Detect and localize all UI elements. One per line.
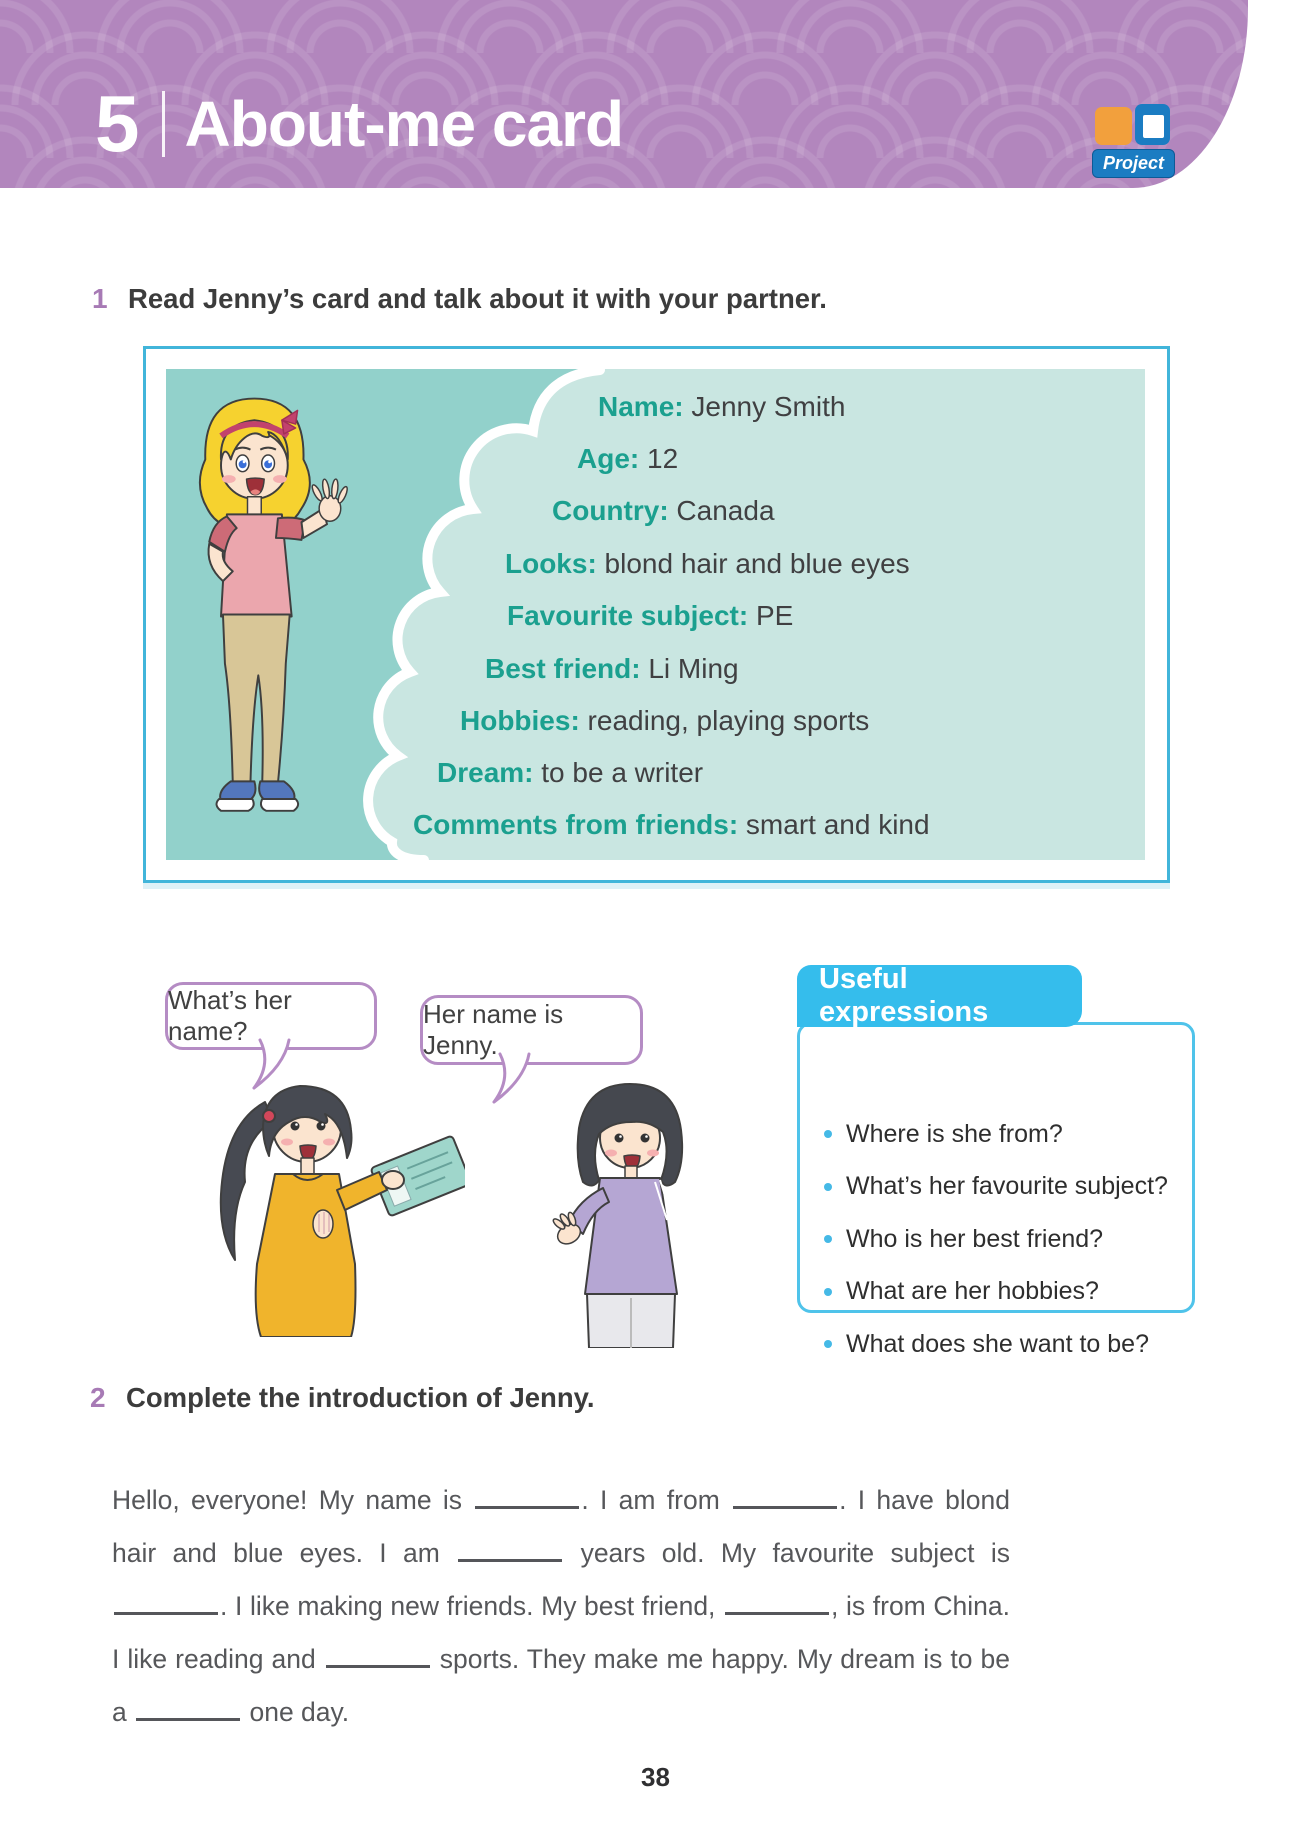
card-row-label: Age: <box>577 443 640 474</box>
about-me-card <box>143 346 1170 883</box>
card-row-value: 12 <box>639 443 679 474</box>
unit-header-band <box>0 0 1248 188</box>
useful-expressions-header: Useful expressions <box>797 965 1082 1027</box>
about-me-card-inner <box>166 369 1145 860</box>
fill-in-blank <box>136 1698 240 1721</box>
useful-expression-item: What are her hobbies? <box>822 1266 1182 1319</box>
fill-in-blank <box>458 1539 562 1562</box>
useful-expression-item: Who is her best friend? <box>822 1213 1182 1266</box>
card-row-value: blond hair and blue eyes <box>596 548 910 579</box>
page-number: 38 <box>641 1762 670 1792</box>
useful-expression-item: Where is she from? <box>822 1108 1182 1161</box>
card-row-value: smart and kind <box>738 809 930 840</box>
useful-expressions-body <box>797 1022 1195 1358</box>
card-row <box>552 494 775 528</box>
unit-number: 5 <box>95 79 140 168</box>
card-row <box>598 390 845 424</box>
section-2-instruction: Complete the introduction of Jenny. <box>126 1382 595 1413</box>
project-badge <box>1092 103 1192 177</box>
fill-in-blank <box>725 1592 829 1615</box>
card-row-value: reading, playing sports <box>579 705 870 736</box>
section-1-number: 1 <box>92 283 108 314</box>
card-row-label: Hobbies: <box>460 705 580 736</box>
girl-asking-illustration <box>205 1062 465 1337</box>
useful-expression-item: What does she want to be? <box>822 1318 1182 1371</box>
fill-in-blank <box>326 1645 430 1668</box>
jenny-illustration <box>168 369 433 860</box>
card-row <box>507 599 793 633</box>
section-1-heading <box>92 283 827 315</box>
card-row-label: Favourite subject: <box>507 600 749 631</box>
project-blue-square-icon <box>1135 104 1170 145</box>
card-row <box>437 756 703 790</box>
card-row-label: Best friend: <box>485 653 641 684</box>
fill-in-blank <box>114 1592 218 1615</box>
useful-expressions-box <box>797 963 1195 1358</box>
card-row-label: Comments from friends: <box>413 809 739 840</box>
card-row-value: PE <box>748 600 794 631</box>
card-row-label: Looks: <box>505 548 597 579</box>
card-row-label: Name: <box>598 391 684 422</box>
page-title: About-me card <box>184 88 624 160</box>
fill-in-blank <box>475 1486 579 1509</box>
speech-bubble-answer-tail <box>492 1054 536 1110</box>
useful-expression-item: What’s her favourite subject? <box>822 1161 1182 1214</box>
project-badge-label: Project <box>1092 149 1175 178</box>
project-inner-square-icon <box>1143 115 1164 138</box>
section-2-heading <box>90 1382 595 1414</box>
card-row-value: to be a writer <box>533 757 704 788</box>
card-row <box>485 652 739 686</box>
project-orange-square-icon <box>1095 107 1132 145</box>
card-row-label: Country: <box>552 495 669 526</box>
section-1-instruction: Read Jenny’s card and talk about it with your partner. <box>128 283 827 314</box>
speech-bubble-question-tail <box>252 1040 296 1096</box>
card-row-label: Dream: <box>437 757 534 788</box>
card-row <box>505 547 910 581</box>
card-row-value: Li Ming <box>640 653 739 684</box>
card-row <box>460 704 869 738</box>
title-divider <box>162 91 165 157</box>
card-row <box>413 808 930 842</box>
card-row-value: Canada <box>668 495 775 526</box>
useful-expressions-list <box>800 1082 1192 1371</box>
speech-bubble-question-text: What’s her name? <box>168 985 292 1046</box>
fill-in-blank <box>733 1486 837 1509</box>
introduction-paragraph: Hello, everyone! My name is . I am from . I have blond hair and blue eyes. I am years old. My favourite subject is . I like making new friends. My best friend, , is from China. I like reading and sports. They make me happy. My dream is to be a one day. <box>112 1484 1011 1727</box>
card-row-value: Jenny Smith <box>683 391 846 422</box>
speech-bubble-answer-text: Her name is Jenny. <box>423 999 564 1060</box>
girl-answering-illustration <box>545 1068 715 1348</box>
card-row <box>577 442 678 476</box>
section-2-number: 2 <box>90 1382 106 1413</box>
unit-header-title <box>95 79 624 168</box>
